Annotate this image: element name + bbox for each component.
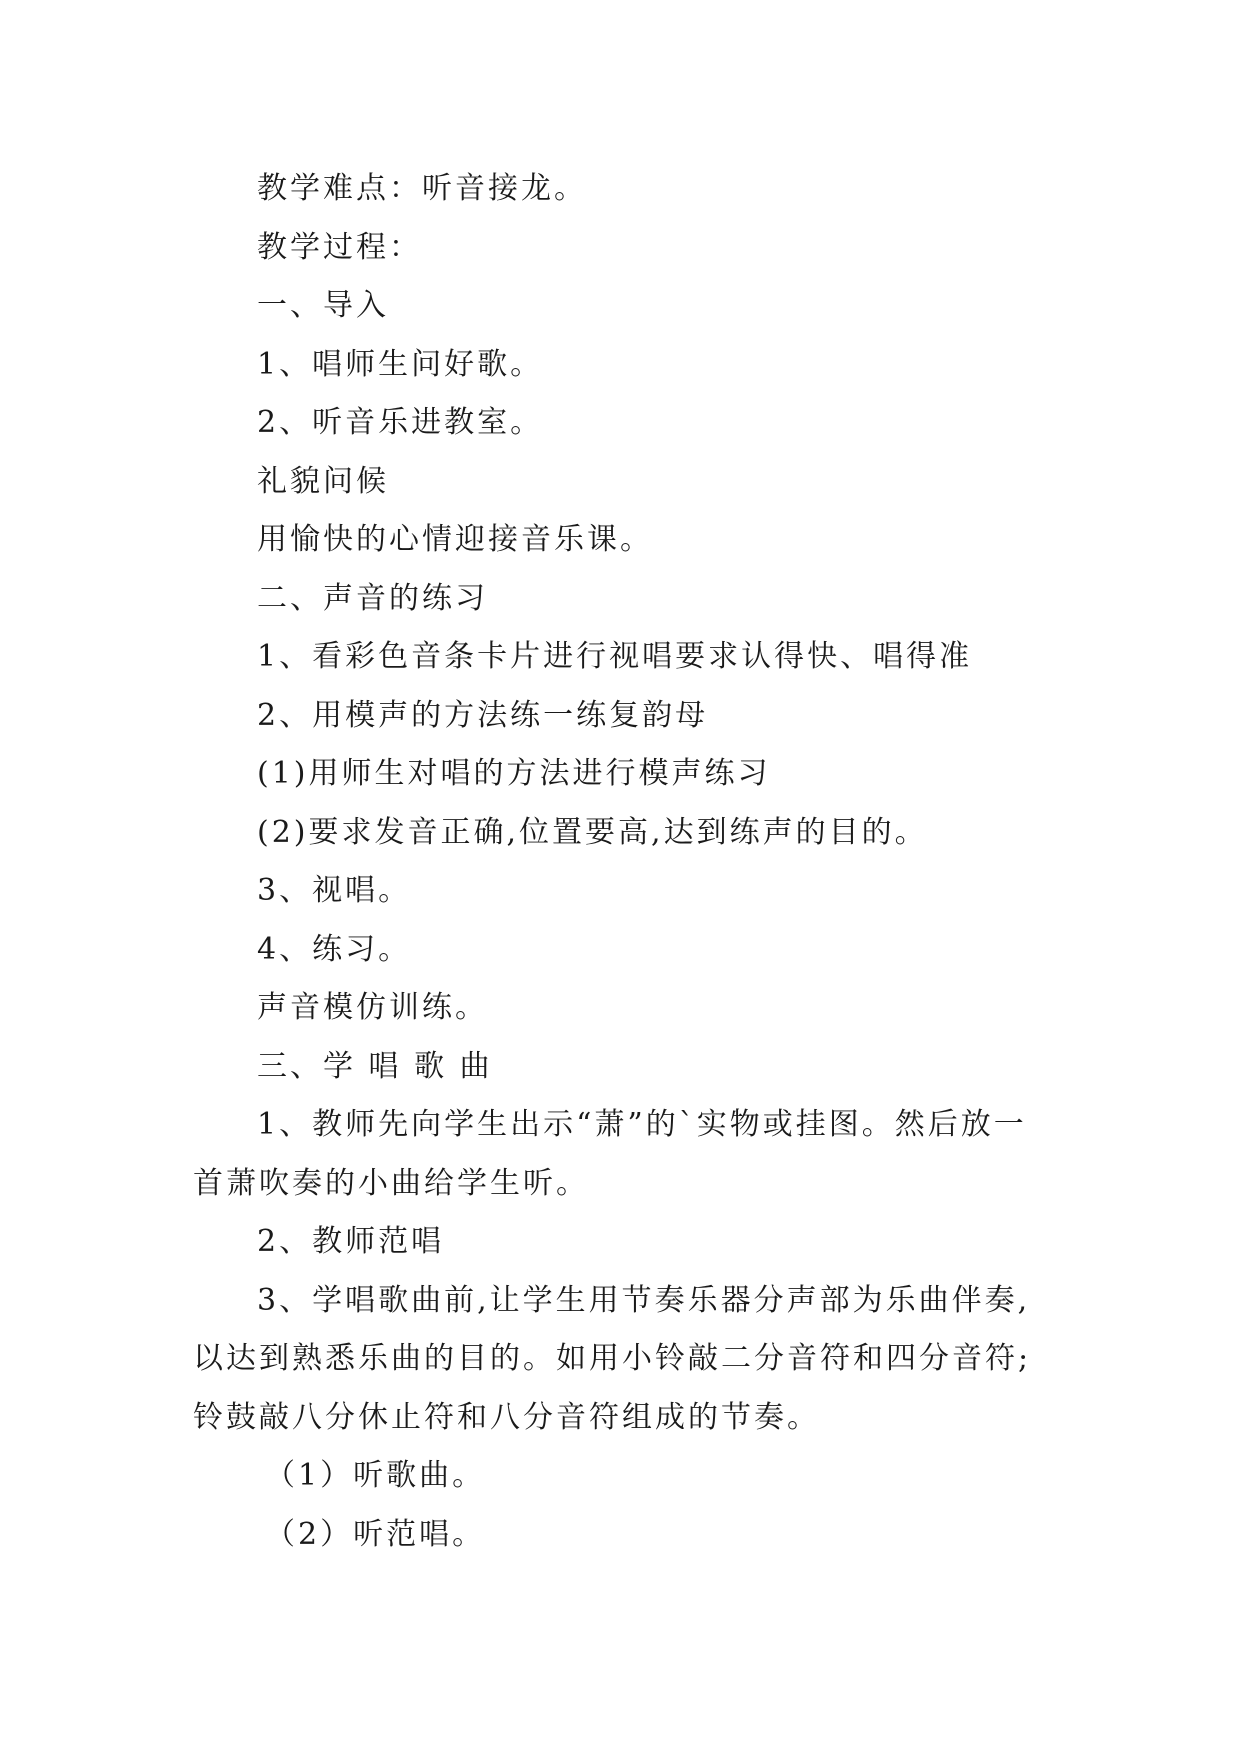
text-line: (1)用师生对唱的方法进行模声练习 bbox=[257, 756, 771, 791]
document-body bbox=[193, 160, 1073, 1564]
text-line: 1、唱师生问好歌。 bbox=[257, 346, 544, 382]
text-line: （2）听范唱。 bbox=[265, 1516, 486, 1552]
text-line: 用愉快的心情迎接音乐课。 bbox=[257, 522, 653, 557]
text-line: 1、教师先向学生出示“萧”的`实物或挂图。然后放一 bbox=[257, 1107, 1027, 1142]
section-heading: 二、声音的练习 bbox=[257, 580, 488, 616]
text-line: 1、看彩色音条卡片进行视唱要求认得快、唱得准 bbox=[257, 639, 973, 674]
text-line: 4、练习。 bbox=[257, 931, 412, 967]
section-heading: 三、学 唱 歌 曲 bbox=[257, 1048, 493, 1084]
text-line: （1）听歌曲。 bbox=[265, 1458, 486, 1493]
text-line: 以达到熟悉乐曲的目的。如用小铃敲二分音符和四分音符; bbox=[193, 1341, 1032, 1376]
text-line: 教学难点：听音接龙。 bbox=[257, 171, 587, 206]
text-line: (2)要求发音正确,位置要高,达到练声的目的。 bbox=[257, 814, 928, 850]
text-line: 教学过程： bbox=[257, 229, 422, 265]
text-line: 3、视唱。 bbox=[257, 873, 412, 908]
text-line: 铃鼓敲八分休止符和八分音符组成的节奏。 bbox=[193, 1399, 820, 1435]
section-heading: 一、导入 bbox=[257, 288, 389, 323]
text-line: 首萧吹奏的小曲给学生听。 bbox=[193, 1165, 589, 1201]
text-line: 声音模仿训练。 bbox=[257, 990, 488, 1025]
text-line: 3、学唱歌曲前,让学生用节奏乐器分声部为乐曲伴奏, bbox=[257, 1282, 1031, 1318]
text-line: 2、听音乐进教室。 bbox=[257, 405, 544, 440]
text-line: 2、教师范唱 bbox=[257, 1224, 445, 1259]
text-line: 2、用模声的方法练一练复韵母 bbox=[257, 697, 709, 733]
text-line: 礼貌问候 bbox=[257, 463, 389, 499]
